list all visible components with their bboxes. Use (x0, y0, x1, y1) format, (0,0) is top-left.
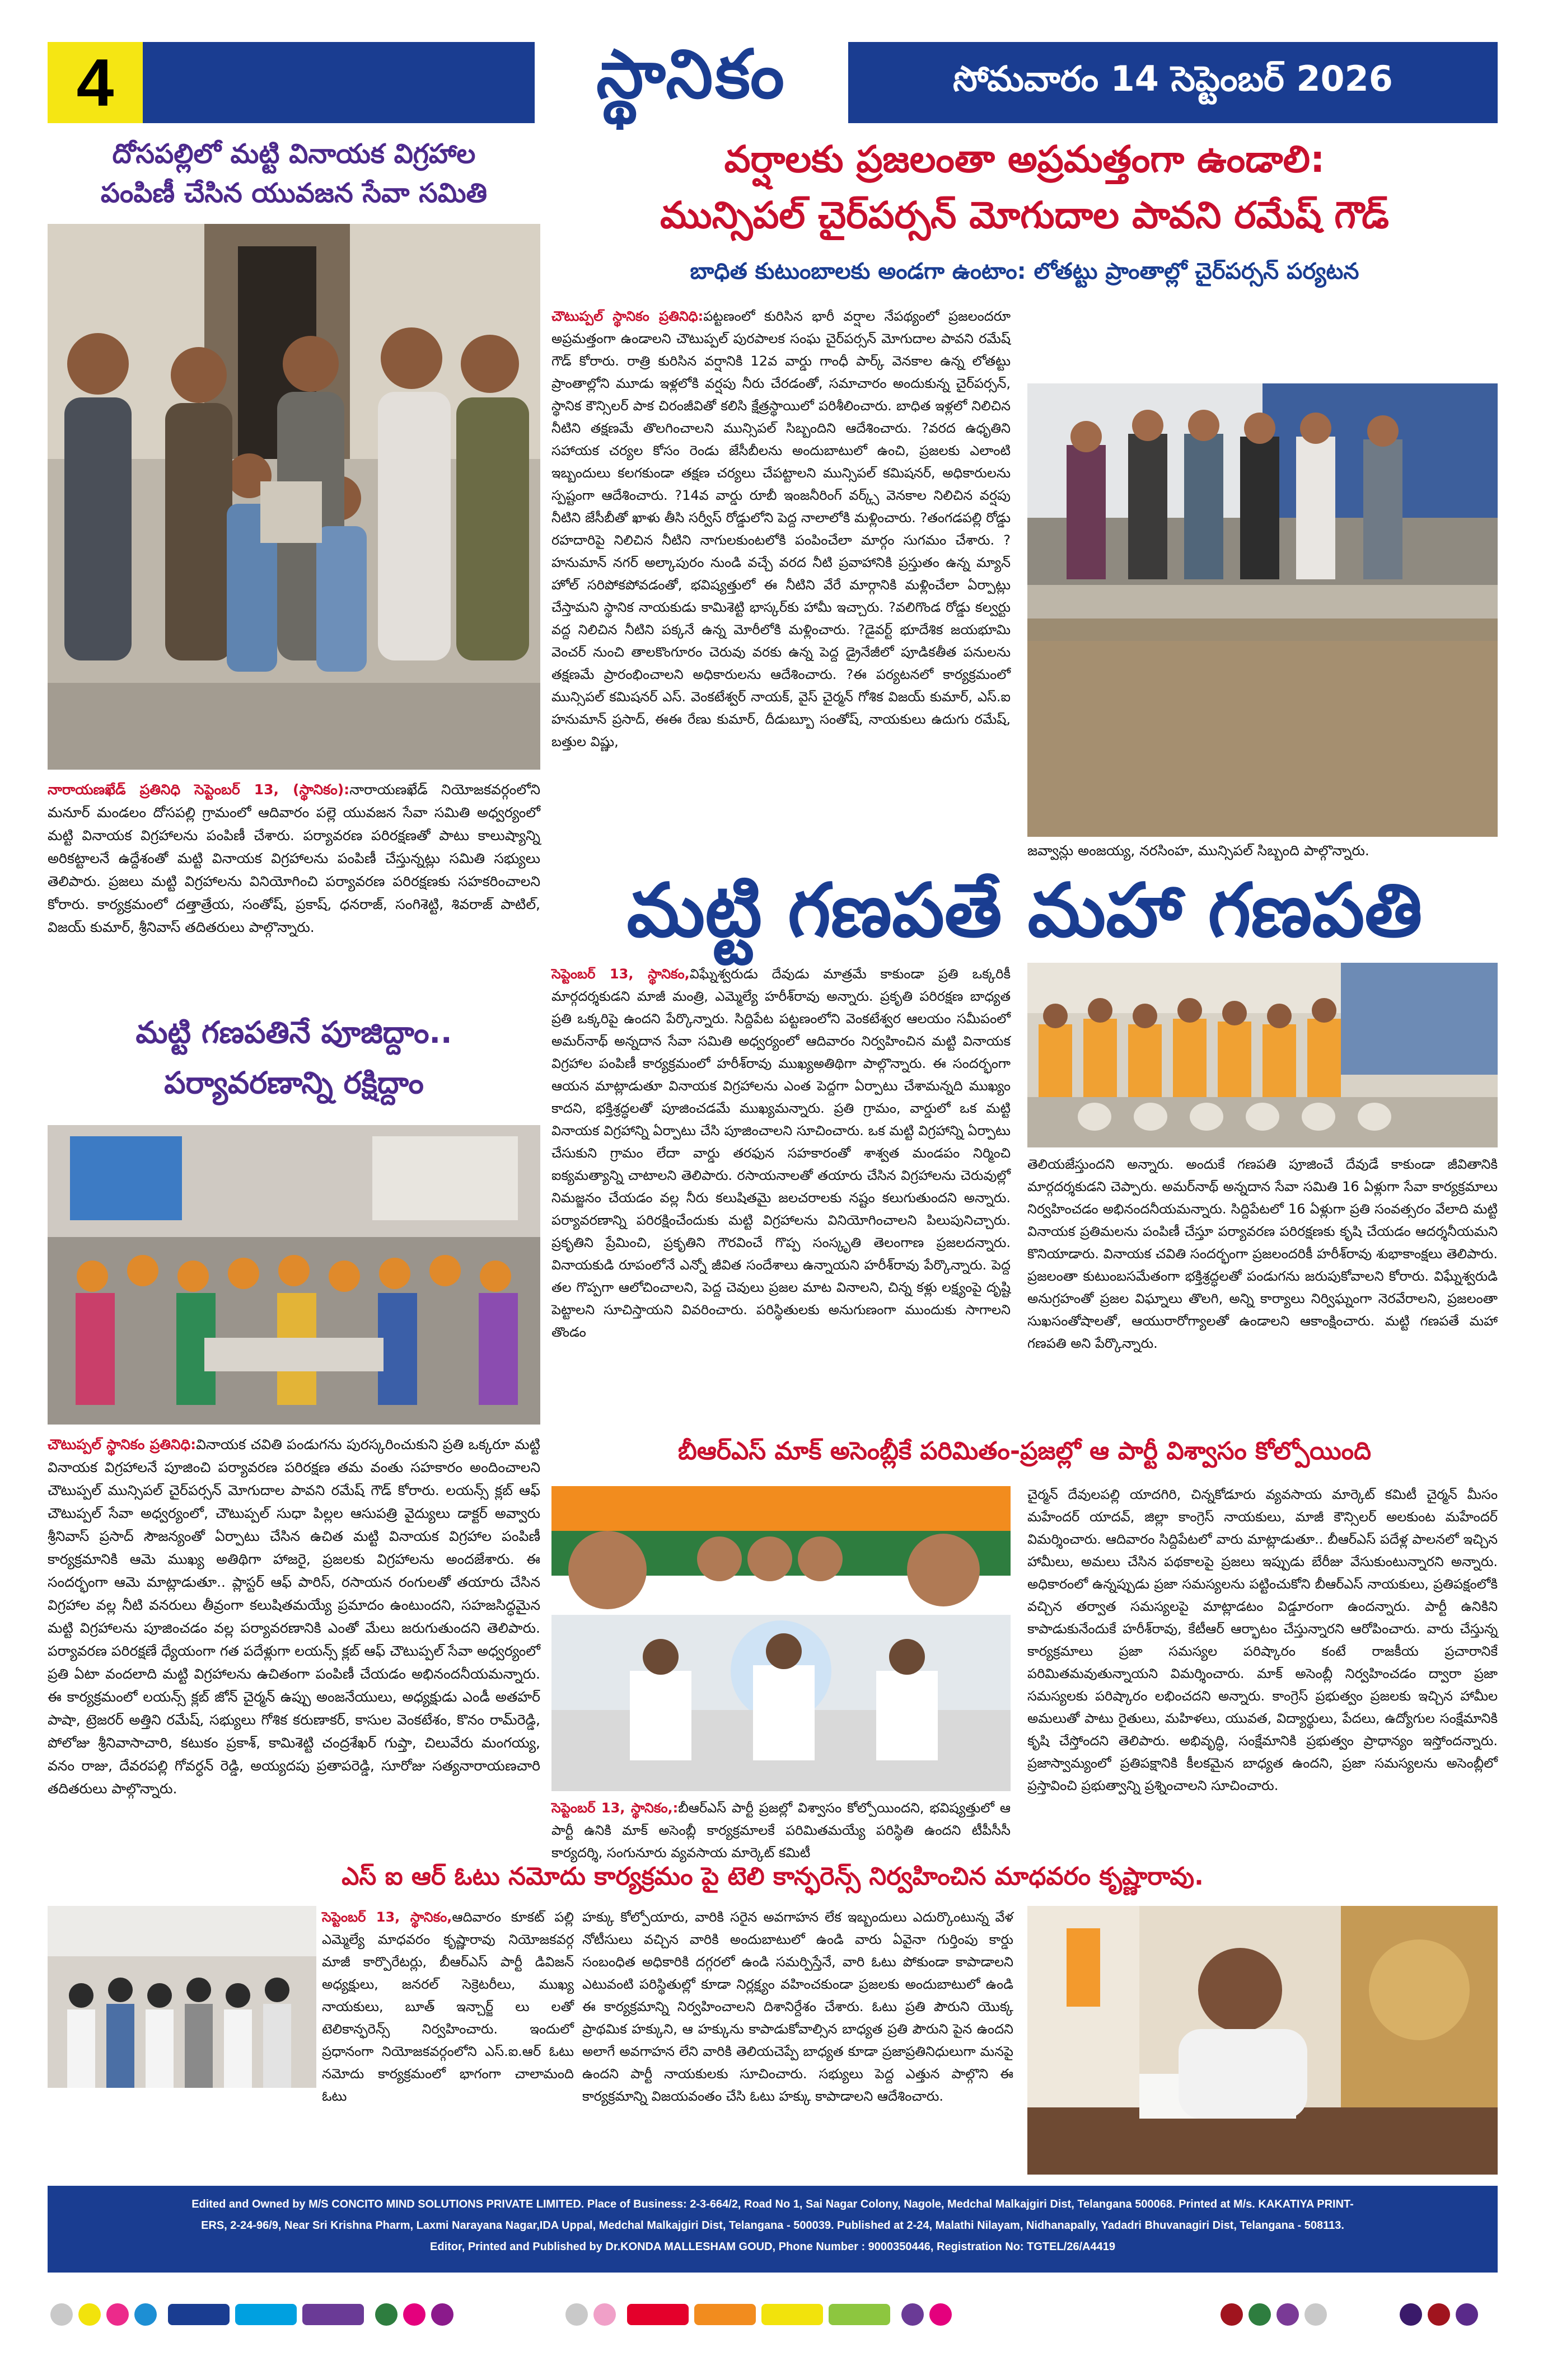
story4-body-col2: తెలియజేస్తుందని అన్నారు. అందుకే గణపతి పూజించే దేవుడే కాకుండా జీవితానికి మార్గదర్శకుడని చెప్పారు. అమర్‌నాథ్ అన్నదాన సేవా సమితి 16 ఏళ్లుగా సేవా కార్యక్రమాలు నిర్వహించడం అభినందనీయమన్నారు. సిద్దిపేటలో 16 ఏళ్లుగా ప్రతి సంవత్సరం వేలాది మట్టి వినాయక ప్రతిమలను పంపిణీ చేస్తూ పర్యావరణ పరిరక్షణకు కృషి చేయడం ఆదర్శనీయమని కొనియాడారు. వినాయక చవితి సందర్భంగా ప్రజలందరికీ హరీశ్‌రావు శుభాకాంక్షలు తెలిపారు. ప్రజలంతా కుటుంబసమేతంగా భక్తిశ్రద్ధలతో పండుగను జరుపుకోవాలని కోరారు. విఘ్నేశ్వరుడి అనుగ్రహంతో ప్రజల విఘ్నాలు తొలగి, అన్ని కార్యాలు నిర్విఘ్నంగా నెరవేరాలని, ప్రజలంతా సుఖసంతోషాలతో, ఆయురారోగ్యాలతో ఉండాలని ఆకాంక్షించారు. మట్టి గణపతే మహా గణపతి అని పేర్కొన్నారు. (1027, 1156, 1498, 1351)
issue-date: సోమవారం 14 సెప్టెంబర్ 2026 (848, 42, 1498, 123)
story4-photo (1027, 963, 1498, 1147)
story3-subheadline: బాధిత కుటుంబాలకు అండగా ఉంటాం: లోతట్టు ప్రాంతాల్లో చైర్‌పర్సన్ పర్యటన (690, 259, 1359, 284)
story3-body (551, 305, 1011, 753)
story5-text-col1: బీఆర్ఎస్ పార్టీ ప్రజల్లో విశ్వాసం కోల్పోయిందని, భవిష్యత్తులో ఆ పార్టీ ఉనికి మాక్ అసెంబ్లీ కార్యక్రమాలకే పరిమితమయ్యే పరిస్థితి ఉందని టీపీసీసీ కార్యదర్శి, సంగునూరు వ్యవసాయ మార్కెట్ కమిటీ (551, 1800, 1011, 1861)
page-number: 4 (48, 42, 143, 123)
imprint-line1: Edited and Owned by M/S CONCITO MIND SOLUTIONS PRIVATE LIMITED. Place of Business: 2-3-664/2, Road No 1, Sai Nagar Colony, Nagole, Medchal Malkajgiri Dist, Telangana 500068. Printed at M/s. KAKATIYA PRINT- (191, 2198, 1354, 2210)
story4-headline: మట్టి గణపతే మహా గణపతి (626, 868, 1423, 954)
story3-dateline: చౌటుప్పల్ స్థానికం ప్రతినిధి: (551, 308, 704, 324)
story2-photo (48, 1125, 540, 1425)
story6-body-col2: హక్కు కోల్పోయారు, వారికి సరైన అవగాహన లేక ఇబ్బందులు ఎదుర్కొంటున్న వేళ నోటీసులు వచ్చిన వారికి అందుబాటులో ఉండి వారు ఏవైనా గుర్తింపు కార్డు సంబంధిత అధికారికి దగ్గరలో ఉండి సమర్పిస్తేనే, వారి ఓటు పోకుండా కాపాడాలని ఎటువంటి పరిస్థితుల్లో కూడా నిర్లక్ష్యం వహించకుండా ప్రజలకు అందుబాటులో ఉండి ఈ కార్యక్రమాన్ని నిర్వహించాలని దిశానిర్దేశం చేశారు. ఓటు ప్రతి పౌరుని యొక్క ప్రాథమిక హక్కుని, ఆ హక్కును కాపాడుకోవాల్సిన బాధ్యత ప్రతి పౌరుని పైన ఉందని అలాగే అవగాహన లేని వారికి తెలియచెప్పే బాధ్యత కూడా ప్రజాప్రతినిధులుగా మనపై ఉందని పార్టీ నాయకులకు సూచించారు. సభ్యులు పెద్ద ఎత్తున పాల్గొని ఈ కార్యక్రమాన్ని విజయవంతం చేసి ఓటు హక్కు కాపాడాలని ఆదేశించారు. (582, 1909, 1013, 2104)
story6-text-col1: ఆదివారం కూకట్ పల్లి ఎమ్మెల్యే మాధవరం కృష్ణారావు నియోజకవర్గ మాజీ కార్పొరేటర్లు, బీఆర్ఎస్ పార్టీ డివిజన్ అధ్యక్షులు, జనరల్ సెక్రెటరీలు, ముఖ్య నాయకులు, బూత్ ఇన్చార్జ్ లు లతో టెలికాన్ఫరెన్స్ నిర్వహించారు. ఇందులో ప్రధానంగా నియోజకవర్గంలోని ఎస్.ఐ.ఆర్ ఓటు నమోదు కార్యక్రమంలో భాగంగా చాలామంది ఓటు (322, 1909, 574, 2104)
story5-body-col2: చైర్మన్ దేవులపల్లి యాదగిరి, చిన్నకోడూరు వ్యవసాయ మార్కెట్ కమిటీ చైర్మన్ మీసం మహేందర్ యాదవ్, జిల్లా కాంగ్రెస్ నాయకులు, మాజీ కౌన్సిలర్ అలకుంట మహేందర్ విమర్శించారు. ఆదివారం సిద్దిపేటలో వారు మాట్లాడుతూ.. బీఆర్ఎస్ పదేళ్ల పాలనలో ఇచ్చిన హామీలు, అమలు చేసిన పథకాలపై ప్రజలు ఇప్పుడు బేరీజు వేసుకుంటున్నారని అన్నారు. అధికారంలో ఉన్నప్పుడు ప్రజా సమస్యలను పట్టించుకోని బీఆర్ఎస్ నాయకులు, ప్రతిపక్షంలోకి వచ్చిన తర్వాత సమస్యలపై మాట్లాడటం విడ్డూరంగా ఉందన్నారు. పార్టీ ఉనికిని కాపాడుకునేందుకే హరీశ్‌రావు, కేటీఆర్ ఆర్భాటం చేస్తున్నారని ఆరోపించారు. వారు చేస్తున్న కార్యక్రమాలు ప్రజా సమస్యల పరిష్కారం కంటే రాజకీయ ప్రచారానికే పరిమితమవుతున్నాయని విమర్శించారు. మాక్ అసెంబ్లీ నిర్వహించడం ద్వారా ప్రజా సమస్యలకు పరిష్కారం లభించదని అన్నారు. కాంగ్రెస్ ప్రభుత్వం ప్రజలకు ఇచ్చిన హామీల అమలుతో పాటు రైతులు, మహిళలు, యువత, విద్యార్థులు, పేదలు, ఉద్యోగుల సంక్షేమానికి కృషి చేస్తోందని తెలిపారు. అభివృద్ధి, సంక్షేమానికి ప్రభుత్వం ప్రాధాన్యం ఇస్తోందన్నారు. ప్రజాస్వామ్యంలో ప్రతిపక్షానికి కీలకమైన బాధ్యత ఉందని, ప్రజా సమస్యలను అసెంబ్లీలో ప్రస్తావించి ప్రభుత్వాన్ని ప్రశ్నించాలని సూచించారు. (1027, 1487, 1498, 1793)
story3-headline (551, 132, 1498, 243)
story1-photo (48, 224, 540, 770)
story5-dateline: సెప్టెంబర్ 13, స్థానికం,: (551, 1800, 679, 1816)
story3-headline-line2: మున్సిపల్ చైర్‌పర్సన్ మోగుదాల పావని రమేష్ గౌడ్ (660, 194, 1390, 237)
story4-dateline: సెప్టెంబర్ 13, స్థానికం, (551, 966, 690, 982)
story6-dateline: సెప్టెంబర్ 13, స్థానికం, (322, 1909, 452, 1925)
story5-headline: బీఆర్ఎస్ మాక్ అసెంబ్లీకే పరిమితం-ప్రజల్లో ఆ పార్టీ విశ్వాసం కోల్పోయింది (677, 1437, 1372, 1465)
masthead-left-bar (143, 42, 535, 123)
imprint-line2: ERS, 2-24-96/9, Near Sri Krishna Pharm, Laxmi Narayana Nagar,IDA Uppal, Medchal Malkajgiri Dist, Telangana - 500039. Published at 2-24, Malathi Nilayam, Nidhanapally, Yadadri Bhuvanagiri Dist, Telangana - 508113. (201, 2219, 1344, 2232)
story6-photo-meeting (48, 1906, 316, 2088)
story3-photo (1027, 383, 1498, 837)
story1-headline (48, 134, 540, 213)
newspaper-title: స్థానికం (596, 35, 787, 114)
story1-text: నారాయణఖేడ్ నియోజకవర్గంలోని మనూర్ మండలం దోసపల్లి గ్రామంలో ఆదివారం పల్లె యువజన సేవా సమితి అధ్వర్యంలో మట్టి వినాయక విగ్రహాలను పంపిణీ చేశారు. పర్యావరణ పరిరక్షణతో పాటు కాలుష్యాన్ని అరికట్టాలనే ఉద్దేశంతో మట్టి వినాయక విగ్రహాలను పంపిణీ చేస్తున్నట్లు సమితి సభ్యులు తెలిపారు. ప్రజలు మట్టి విగ్రహాలను వినియోగించి పర్యావరణ పరిరక్షణకు సహకరించాలని కోరారు. కార్యక్రమంలో దత్తాత్రేయ, సంతోష్, ప్రకాష్, ధనరాజ్, సంగిశెట్టి, శివరాజ్ పాటిల్, విజయ్ కుమార్, శ్రీనివాస్ తదితరులు పాల్గొన్నారు. (48, 781, 541, 935)
story2-body (48, 1433, 540, 1800)
story6-headline: ఎస్ ఐ ఆర్ ఓటు నమోదు కార్యక్రమం పై టెలి కాన్ఫరెన్స్ నిర్వహించిన మాధవరం కృష్ణారావు. (342, 1862, 1204, 1891)
story2-text: వినాయక చవితి పండుగను పురస్కరించుకుని ప్రతి ఒక్కరూ మట్టి వినాయక విగ్రహాలనే పూజించి పర్యావరణ పరిరక్షణ తమ వంతు సహకారం అందించాలని చౌటుప్పల్ మున్సిపల్ చైర్‌పర్సన్ మోగుదాల పావని రమేష్ గౌడ్ కోరారు. లయన్స్ క్లబ్ ఆఫ్ చౌటుప్పల్ సేవా అధ్వర్యంలో, చౌటుప్పల్ సుధా పిల్లల ఆసుపత్రి వైద్యులు డాక్టర్ అవ్వారు శ్రీనివాస్ ప్రసాద్ సౌజన్యంతో ఏర్పాటు చేసిన ఉచిత మట్టి వినాయక విగ్రహాల పంపిణీ కార్యక్రమానికి ఆమె ముఖ్య అతిథిగా హాజరై, ప్రజలకు విగ్రహాలను అందజేశారు. ఈ సందర్భంగా ఆమె మాట్లాడుతూ.. ప్లాస్టర్ ఆఫ్ పారిస్, రసాయన రంగులతో తయారు చేసిన విగ్రహాల వల్ల నీటి వనరులు తీవ్రంగా కలుషితమయ్యే ప్రమాదం ఉంటుందని, సహజసిద్ధమైన మట్టి విగ్రహాలను పూజించడం వల్ల పర్యావరణానికి ఎంతో మేలు జరుగుతుందని తెలిపారు. పర్యావరణ పరిరక్షణే ధ్యేయంగా గత పదేళ్లుగా లయన్స్ క్లబ్ ఆఫ్ చౌటుప్పల్ సేవా అధ్వర్యంలో ప్రతి ఏటా వందలాది మట్టి విగ్రహాలను ఉచితంగా పంపిణీ చేయడం అభినందనీయమన్నారు. ఈ కార్యక్రమంలో లయన్స్ క్లబ్ జోన్ చైర్మన్ ఉప్పు అంజనేయులు, అధ్యక్షుడు ఎండీ అతహర్ పాషా, ట్రెజరర్ అత్తిని రమేష్, సభ్యులు గోశిక కరుణాకర్, కాసుల వెంకటేశం, కొనం రామ్‌రెడ్డి, పోలోజు శ్రీనివాసాచారి, కటుకం ప్రకాశ్, కామిశెట్టి చంద్రశేఖర్ గుప్తా, చిలువేరు మంగయ్య, వనం రాజు, దేవరపల్లి గోవర్ధన్ రెడ్డి, అయ్యదపు ప్రతాపరెడ్డి, సూరోజు సత్యనారాయణచారి తదితరులు పాల్గొన్నారు. (48, 1436, 540, 1797)
story1-headline-line1: దోసపల్లిలో మట్టి వినాయక విగ్రహాల (112, 138, 476, 170)
imprint-line3: Editor, Printed and Published by Dr.KONDA MALLESHAM GOUD, Phone Number : 9000350446, Registration No: TGTEL/26/A4419 (430, 2241, 1115, 2253)
story6-photo-leader (1027, 1906, 1498, 2175)
imprint-footer (48, 2186, 1498, 2273)
story2-dateline: చౌటుప్పల్ స్థానికం ప్రతినిధి: (48, 1436, 197, 1453)
story5-body-col1 (551, 1797, 1011, 1864)
story1-body (48, 778, 540, 939)
story2-headline-line1: మట్టి గణపతినే పూజిద్దాం.. (135, 1015, 452, 1050)
story1-headline-line2: పంపిణీ చేసిన యువజన సేవా సమితి (100, 177, 488, 209)
story1-dateline: నారాయణఖేడ్ ప్రతినిధి సెప్టెంబర్ 13, (స్థానికం): (48, 781, 350, 798)
story3-caption: జవ్వాన్లు అంజయ్య, నరసింహ, మున్సిపల్ సిబ్బంది పాల్గొన్నారు. (1027, 842, 1369, 859)
story4-body-col1 (551, 963, 1011, 1343)
story2-headline-line2: పర్యావరణాన్ని రక్షిద్దాం (164, 1065, 424, 1100)
story5-photo (551, 1486, 1011, 1791)
story3-headline-line1: వర్షాలకు ప్రజలంతా అప్రమత్తంగా ఉండాలి: (724, 138, 1325, 181)
story3-text: పట్టణంలో కురిసిన భారీ వర్షాల నేపథ్యంలో ప్రజలందరూ అప్రమత్తంగా ఉండాలని చౌటుప్పల్ పురపాలక సంఘ చైర్‌పర్సన్ మోగుదాల పావని రమేష్ గౌడ్ కోరారు. రాత్రి కురిసిన వర్షానికి 12వ వార్డు గాంధీ పార్క్ వెనకాల ఉన్న లోతట్టు ప్రాంతాల్లోని మూడు ఇళ్లలోకి వర్షపు నీరు చేరడంతో, సమాచారం అందుకున్న చైర్‌పర్సన్, స్థానిక కౌన్సిలర్ పాక చిరంజీవితో కలిసి క్షేత్రస్థాయిలో పరిశీలించారు. బాధిత ఇళ్లలో నిలిచిన నీటిని తక్షణమే తొలగించాలని మున్సిపల్ సిబ్బందిని ఆదేశించారు. ?వరద ఉధృతిని సహాయక చర్యల కోసం రెండు జేసీబీలను అందుబాటులో ఉంచి, ప్రజలకు ఎలాంటి ఇబ్బందులు కలగకుండా తక్షణ చర్యలు చేపట్టాలని మున్సిపల్ కమిషనర్, అధికారులను స్పష్టంగా ఆదేశించారు. ?14వ వార్డు రూబీ ఇంజనీరింగ్ వర్క్స్ వెనకాల నిలిచిన వర్షపు నీటిని జేసీబీతో ఖాళు తీసి సర్వీస్ రోడ్డులోని పెద్ద నాలాలోకి మళ్లించారు. ?తంగడపల్లి రోడ్డు రహదారిపై నిలిచిన నీటిని నాగులకుంటలోకి పంపించేలా మార్గం సుగమం చేశారు. ?హనుమాన్ నగర్ అల్కాపురం నుండి వచ్చే వరద నీటి ప్రవాహానికి ప్రస్తుతం ఉన్న మ్యాన్ హోల్ సరిపోకపోవడంతో, భవిష్యత్తులో ఈ నీటిని వేరే మార్గానికి మళ్లించేలా ఏర్పాట్లు చేస్తామని స్థానిక నాయకుడు కామిశెట్టి భాస్కర్‌కు హామీ ఇచ్చారు. ?వలిగొండ రోడ్డు కల్వర్టు వద్ద నిలిచిన నీటిని పక్కనే ఉన్న మోరీలోకి మళ్లించారు. ?డైవర్ట్ భూదేశిక జయభూమి వెంచర్ నుంచి తాలకొంగూరం చెరువు వరకు ఉన్న పెద్ద డ్రైనేజీలో పూడికతీత పనులను తక్షణమే ప్రారంభించాలని అధికారులను ఆదేశించారు. ?ఈ పర్యటనలో కార్యక్రమంలో మున్సిపల్ కమిషనర్ ఎస్. వెంకటేశ్వర్ నాయక్, వైస్ చైర్మన్ గోశిక విజయ్ కుమార్, ఎస్.ఐ హనుమాన్ ప్రసాద్, ఈఈ రేణు కుమార్, దీడుబ్బూ సంతోష్, నాయకులు ఉదుగు రమేష్, బత్తుల విష్ణు, (551, 308, 1011, 749)
story2-headline (48, 1008, 540, 1108)
story4-text-col1: విఘ్నేశ్వరుడు దేవుడు మాత్రమే కాకుండా ప్రతి ఒక్కరికీ మార్గదర్శకుడని మాజీ మంత్రి, ఎమ్మెల్యే హరీశ్‌రావు అన్నారు. ప్రకృతి పరిరక్షణ బాధ్యత ప్రతి ఒక్కరిపై ఉందని పేర్కొన్నారు. సిద్దిపేట పట్టణంలోని వెంకటేశ్వర ఆలయం సమీపంలో అమర్‌నాథ్ అన్నదాన సేవా సమితి అధ్వర్యంలో ఆదివారం నిర్వహించిన మట్టి వినాయక విగ్రహాల పంపిణీ కార్యక్రమంలో హరీశ్‌రావు ముఖ్యఅతిథిగా పాల్గొన్నారు. ఈ సందర్భంగా ఆయన మాట్లాడుతూ వినాయక విగ్రహాలను ఎంత పెద్దగా ఏర్పాటు చేశామన్నది ముఖ్యం కాదని, భక్తిశ్రద్ధలతో పూజించడమే ముఖ్యమన్నారు. ప్రతి గ్రామం, వార్డులో ఒక మట్టి వినాయక విగ్రహాన్ని ఏర్పాటు చేసి పూజించాలని సూచించారు. ఒక మట్టి విగ్రహాన్ని ఏర్పాటు చేసుకుని గ్రామం లేదా వార్డు తరఫున సహకారంతో శాశ్వత మండపం నిర్మించి ఐక్యమత్యాన్ని చాటాలని తెలిపారు. రసాయనాలతో తయారు చేసిన విగ్రహాలను చెరువుల్లో నిమజ్జనం చేయడం వల్ల నీరు కలుషితమై జలచరాలకు నష్టం కలుగుతుందని అన్నారు. పర్యావరణాన్ని పరిరక్షించేందుకు మట్టి విగ్రహాలను వినియోగించాలని పిలుపునిచ్చారు. ప్రకృతిని ప్రేమించి, ప్రకృతిని గౌరవించే గొప్ప సంస్కృతి తెలంగాణ ప్రజలదన్నారు. వినాయకుడి రూపంలోనే ఎన్నో జీవిత సందేశాలు ఉన్నాయని హరీశ్‌రావు పేర్కొన్నారు. పెద్ద తల గొప్పగా ఆలోచించాలని, పెద్ద చెవులు ప్రజల మాట వినాలని, చిన్న కళ్లు లక్ష్యంపై దృష్టి పెట్టాలని సూచిస్తాయని వివరించారు. పరిస్థితులకు అనుగుణంగా ముందుకు సాగాలని తొండం (551, 966, 1011, 1340)
story6-body-col1 (322, 1906, 574, 2107)
